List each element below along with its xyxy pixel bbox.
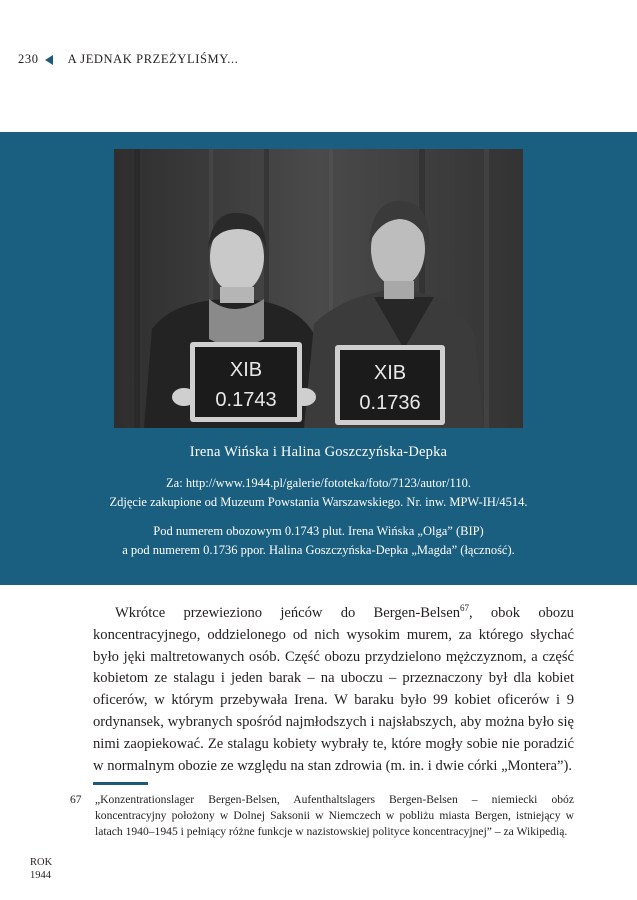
photo-source-line2: Zdjęcie zakupione od Muzeum Powstania Warszawskiego. Nr. inw. MPW-IH/4514. [109,495,528,509]
margin-label-line1: ROK [30,857,53,868]
footnote-reference[interactable]: 67 [460,603,469,614]
right-slate-line2: 0.1736 [359,392,421,414]
photo-source [0,474,637,512]
paragraph-start: Wkrótce przewieziono jeńców do Bergen-Belsen [115,605,460,621]
body-text [93,603,574,777]
photo-note-line2: a pod numerem 0.1736 ppor. Halina Goszczyńska-Depka „Magda” (łączność). [122,543,515,557]
photo-panel [0,132,637,585]
photo-note [0,522,637,560]
right-slate [335,345,445,425]
historical-photo [114,149,523,428]
footnote [70,792,574,839]
margin-year-label [30,856,52,882]
photo-note-line1: Pod numerem obozowym 0.1743 plut. Irena Wińska „Olga” (BIP) [153,524,484,538]
footnote-divider [93,782,148,785]
photo-source-line1: Za: http://www.1944.pl/galerie/fototeka/foto/7123/autor/110. [166,476,471,490]
left-slate-line1: XIB [229,359,263,381]
photo-caption-title: Irena Wińska i Halina Goszczyńska-Depka [189,444,448,460]
page-number: 230 [18,52,39,66]
footnote-text: „Konzentrationslager Bergen-Belsen, Aufenthaltslagers Bergen-Belsen – niemiecki obóz koncentracyjny położony w Dolnej Saksonii w Niemczech w pobliżu miasta Bergen, istniejący w latach 1940–1945 i pełniący różne funkcje w nazistowskiej polityce koncentracyjnej” – za Wikipedią. [95,793,574,838]
left-arrow-icon [45,55,53,65]
left-slate [190,342,302,422]
right-slate-line1: XIB [373,362,407,384]
footnote-number: 67 [70,793,82,806]
body-paragraph [93,603,574,777]
left-slate-line2: 0.1743 [215,389,277,411]
paragraph-rest: , obok obozu koncentracyjnego, oddzielonego od nich wysokim murem, za którego słychać było jęki maltretowanych osób. Część obozu przydzielono mężczyznom, a część kobietom ze stalagu i jeden barak – na uboczu – przeznaczony był dla kobiet oficerów, w którym przebywała Irena. W baraku było 99 kobiet oficerów i 9 ordynansek, wybranych spośród najmłodszych i najsłabszych, aby można było się nimi zaopiekować. Ze stalagu kobiety wybrały te, które mogły sobie nie poradzić w normalnym obozie ze względu na stan zdrowia (m. in. i dwie córki „Montera”). [93,605,574,774]
margin-label-line2: 1944 [30,870,51,881]
running-title: A JEDNAK PRZEŻYLIŚMY... [67,52,239,66]
running-head [18,52,238,67]
